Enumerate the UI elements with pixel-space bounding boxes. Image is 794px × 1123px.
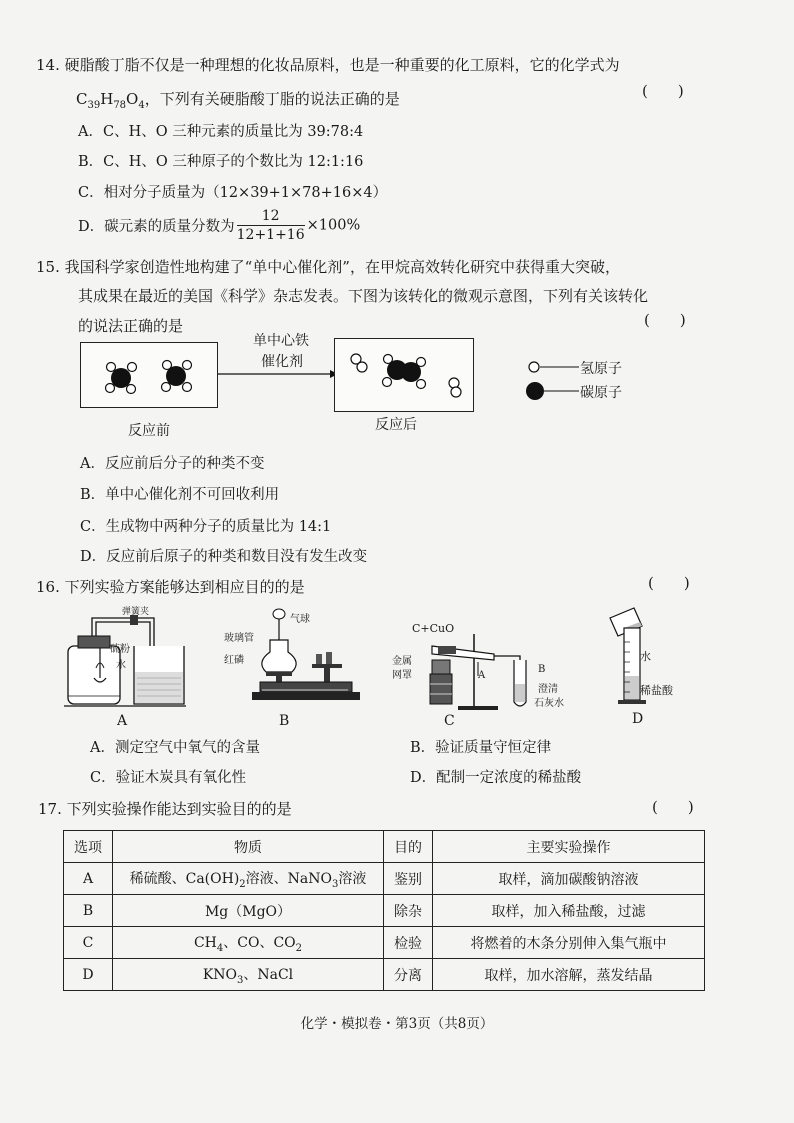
fig-c-lime-label-1: 澄清 [538,684,558,695]
fig-a-sulfur-label: 硫粉 [110,644,130,655]
header-option: 选项 [64,831,113,863]
row-operation: 将燃着的木条分别伸入集气瓶中 [433,927,705,959]
after-reaction-box [334,338,474,412]
q14-answer-paren[interactable]: ( ) [642,82,684,100]
fig-d-water-label: 水 [640,650,651,663]
q14-option-d[interactable]: D．碳元素的质量分数为 $\frac{12}{12+1+16}$ ×100% [78,208,361,243]
q16-option-a[interactable]: A．测定空气中氧气的含量 [90,740,260,756]
row-substance: $CH_4$、CO、$CO_2$ [113,927,384,959]
fig-c-mesh-label-1: 金属 [392,656,412,667]
row-operation: 取样，加入稀盐酸，过滤 [433,895,705,927]
figure-c-apparatus [418,626,548,712]
q16-stem: 16. 下列实验方案能够达到相应目的的是 [36,578,305,596]
row-substance: 稀硫酸、$Ca(OH)_2$溶液、NaNO$_3$溶液 [113,863,384,895]
fig-a-clip-label: 弹簧夹 [122,607,150,617]
q15-option-d[interactable]: D．反应前后原子的种类和数目没有发生改变 [80,549,368,565]
methane-molecules [81,343,217,407]
q14-number: 14. [36,56,60,74]
q15-stem-line3: 的说法正确的是 [78,317,184,335]
carbon-atom-icon [526,382,544,400]
row-option: B [64,895,113,927]
ethylene-molecule [383,355,426,389]
row-purpose: 分离 [384,959,433,991]
row-purpose: 除杂 [384,895,433,927]
header-operation: 主要实验操作 [433,831,705,863]
fig-c-tag: C [444,713,455,729]
methane-molecule-2 [162,361,192,392]
page-footer: 化学・模拟卷・第3页（共8页） [300,1016,494,1032]
fig-c-b-label: B [538,664,546,675]
row-purpose: 检验 [384,927,433,959]
q15-answer-paren[interactable]: ( ) [644,311,686,329]
fig-b-tube-label: 玻璃管 [224,633,254,644]
legend-carbon-label: 碳原子 [580,385,622,401]
row-option: C [64,927,113,959]
q16-option-c[interactable]: C．验证木炭具有氧化性 [90,770,247,786]
q15-stem-line2: 其成果在最近的美国《科学》杂志发表。下图为该转化的微观示意图，下列有关该转化 [78,287,649,305]
header-substance: 物质 [113,831,384,863]
row-option: D [64,959,113,991]
q16-option-b[interactable]: B．验证质量守恒定律 [410,740,552,756]
q14-option-c[interactable]: C．相对分子质量为（12×39+1×78+16×4） [78,185,388,201]
fig-a-tag: A [117,713,128,729]
fig-d-acid-label: 稀盐酸 [640,684,673,697]
q15-option-b[interactable]: B．单中心催化剂不可回收利用 [80,487,280,503]
fig-b-balloon-label: 气球 [290,614,310,625]
q14-fraction: $\frac{12}{12+1+16}$ [236,208,305,243]
q17-stem: 17. 下列实验操作能达到实验目的的是 [38,800,292,818]
row-option: A [64,863,113,895]
q15-number: 15. [36,258,60,276]
q17-answer-paren[interactable]: ( ) [652,798,694,816]
table-header-row [64,831,705,863]
legend-symbols [524,356,584,404]
fig-b-phosphorus-label: 红磷 [224,655,244,666]
fig-c-lime-label-2: 石灰水 [534,698,564,709]
methane-molecule-1 [106,363,137,394]
q16-number: 16. [36,578,60,596]
before-reaction-box [80,342,218,408]
legend-hydrogen-label: 氢原子 [580,361,622,377]
q14-stem-line1 [36,54,620,75]
table-row[interactable] [64,863,705,895]
q15-option-a[interactable]: A．反应前后分子的种类不变 [80,456,265,472]
fig-b-tag: B [279,713,290,729]
q14-option-a[interactable]: A．C、H、O 三种元素的质量比为 39:78:4 [78,124,364,140]
hydrogen-atom-icon [529,362,539,372]
q15-stem-line1: 15. 我国科学家创造性地构建了“单中心催化剂”，在甲烷高效转化研究中获得重大突破， [36,258,620,276]
before-label: 反应前 [128,423,170,439]
row-operation: 取样，滴加碳酸钠溶液 [433,863,705,895]
q14-stem-text: 硬脂酸丁脂不仅是一种理想的化妆品原料，也是一种重要的化工原料，它的化学式为 [64,56,620,74]
q16-option-d[interactable]: D．配制一定浓度的稀盐酸 [410,770,582,786]
header-purpose: 目的 [384,831,433,863]
fig-c-mesh-label-2: 网罩 [392,670,412,681]
fig-c-a-label: A [478,670,486,681]
table-row[interactable] [64,927,705,959]
catalyst-label-1: 单中心铁 [253,333,309,349]
hydrogen-molecule-1 [351,354,367,372]
row-purpose: 鉴别 [384,863,433,895]
q14-formula: $C_{39}H_{78}O_4$ [76,90,145,111]
row-substance: Mg（MgO） [113,895,384,927]
q17-number: 17. [38,800,62,818]
after-label: 反应后 [375,417,417,433]
product-molecules [335,339,473,411]
hydrogen-molecule-2 [449,378,461,397]
q16-answer-paren[interactable]: ( ) [648,574,690,592]
catalyst-label-2: 催化剂 [261,354,303,370]
q17-table [63,830,705,991]
fig-c-reagent-label: C+CuO [412,622,455,635]
table-row[interactable] [64,895,705,927]
table-row[interactable] [64,959,705,991]
fig-d-tag: D [632,711,644,727]
q14-option-b[interactable]: B．C、H、O 三种原子的个数比为 12:1:16 [78,154,364,170]
q14-stem-line2: $C_{39}H_{78}O_4$，下列有关硬脂酸丁脂的说法正确的是 [76,90,400,111]
q15-option-c[interactable]: C．生成物中两种分子的质量比为 14:1 [80,519,332,535]
row-substance: $KNO_3$、NaCl [113,959,384,991]
row-operation: 取样，加水溶解，蒸发结晶 [433,959,705,991]
fig-a-water-label: 水 [116,660,126,671]
reaction-arrow [218,368,338,380]
